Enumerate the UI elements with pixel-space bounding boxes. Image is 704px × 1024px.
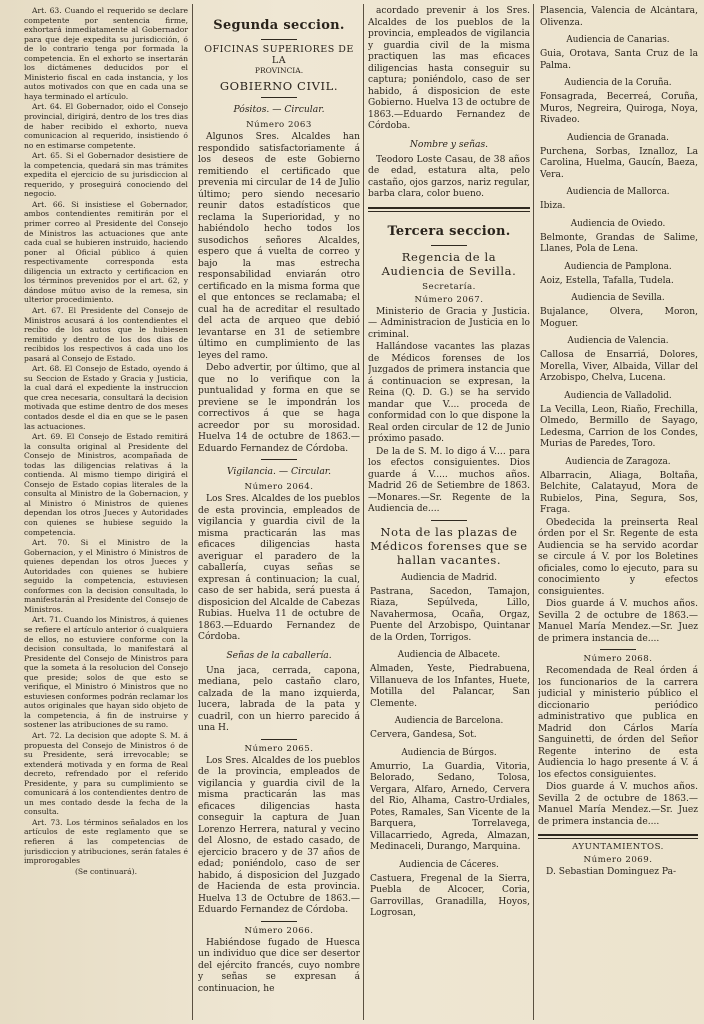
- article-63: Art. 63. Cuando el requerido se declare competente por sentencia firme, exhortará inmediatamente al Gobernador para que deje expedita su jurisdicción, ó de lo contrario tenga por formada la competencia. En el exhorto se insertarán los dictámenes deducidos por el Ministerio fiscal en cada instancia, y los autos motivados con que en cada una se haya terminado el artículo.: [24, 6, 188, 101]
- column-rule: [363, 4, 364, 1020]
- sevilla-list: Bujalance, Olvera, Moron, Moguer.: [540, 307, 698, 329]
- article-67: Art. 67. El Presidente del Consejo de Ministros acusará á los contendientes el recibo de los autos que le hubiesen remitido y dentro de los dos dias de recibidos los respectivos á cada uno los pasará al Consejo de Estado.: [24, 305, 188, 363]
- article-72: Art. 72. La decision que adopte S. M. á propuesta del Consejo de Ministros ó de su Presidente, será irrevocable; se extenderá motivada y en forma de Real decreto, refrendado por el referido Presidente, y para su cumplimiento se comunicará á los contendientes dentro de un mes contado desde la fecha de la consulta.: [24, 731, 188, 817]
- notice-2066-text: Habiéndose fugado de Huesca un individuo que dice ser desertor del ejército francés, cuyo nombre y señas se expresan á continuacion, he: [198, 937, 360, 994]
- article-70: Art. 70. Si el Ministro de la Gobernacion, y el Ministro ó Ministros de quienes dependan los otros Jueces y Autoridades con quienes se hubiere seguido la competencia, estuviesen conformes con la decision consultada, lo manifestarán al Presidente del Consejo de Ministros.: [24, 538, 188, 614]
- notice-number: Número 2063: [246, 120, 312, 130]
- notice-number: Número 2065.: [244, 743, 314, 754]
- notice-2064-text: Los Sres. Alcaldes de los pueblos de esta provincia, empleados de vigilancia y guardia civil de la misma practicarán las mas eficaces diligencias hasta averiguar el paradero de la caballería, cuyas señas se expresan á continuacion; la cual, caso de ser habida, será puesta á disposicion del Alcalde de Cabezas Rubias. Huelva 11 de octubre de 1863.—Eduardo Fernandez de Córdoba.: [198, 494, 360, 642]
- article-73: Art. 73. Los términos señalados en los artículos de este reglamento que se refieren á las competencias de jurisdiccion y atribuciones, serán fatales é improrogables: [24, 817, 188, 866]
- madrid-list: Pastrana, Sacedon, Tamajon, Riaza, Sepúlveda, Lillo, Navahermosa, Ocaña, Orgaz, Puente del Arzobispo, Quintanar de la Orden, Torrigos.: [370, 586, 530, 643]
- vigilancia-heading: Vigilancia. — Circular.: [226, 466, 332, 477]
- government-heading: GOBIERNO CIVIL.: [219, 79, 339, 93]
- audiencia-pamplona: Audiencia de Pamplona.: [564, 261, 672, 272]
- notice-number: Número 2069.: [583, 855, 653, 865]
- divider: [261, 97, 297, 98]
- caceres-list-cont: Plasencia, Valencia de Alcántara, Olivenza.: [540, 6, 698, 28]
- audiencia-sevilla: Audiencia de Sevilla.: [571, 293, 665, 303]
- section-title: Tercera seccion.: [387, 223, 511, 239]
- notice-2069-text: D. Sebastian Dominguez Pa-: [546, 867, 677, 877]
- column-2: [198, 6, 360, 1020]
- column-1: [24, 6, 188, 1020]
- column-3: [368, 6, 530, 1020]
- audiencia-zaragoza: Audiencia de Zaragoza.: [565, 456, 671, 467]
- column-rule: [533, 4, 534, 1020]
- article-64: Art. 64. El Gobernador, oido el Consejo provincial, dirigirá, dentro de los tres dias de haber recibido el exhorto, nueva comunicacion al requerido, insistiendo ó no en estimarse competente.: [24, 102, 188, 150]
- audiencia-canarias: Audiencia de Canarias.: [566, 35, 670, 45]
- audiencia-burgos: Audiencia de Búrgos.: [401, 747, 497, 758]
- dios-guarde-1: Dios guarde á V. muchos años. Sevilla 2 de octubre de 1863.—Manuel María Mendez.—Sr. Juez de primera instancia de....: [538, 599, 698, 644]
- article-71: Art. 71. Cuando los Ministros, á quienes se refiere el artículo anterior ó cualquiera de ellos, no estuviere conforme con la decision consultada, lo manifestará al Presidente del Consejo de Ministros para que la someta á la resolucion del Consejo que preside; solos de que esto se verifique, el Ministro ó Ministros que no estuviesen conformes podrán reclamar los autos originales que hayan sido objeto de la competencia, á fin de instruirse y sostener las atribuciones de su ramo.: [24, 615, 188, 730]
- province-heading: PROVINCIA.: [254, 66, 304, 75]
- notice-number: Número 2066.: [244, 925, 314, 936]
- audiencia-madrid: Audiencia de Madrid.: [400, 572, 498, 583]
- divider: [431, 245, 467, 246]
- section-rule: [368, 207, 530, 212]
- audiencia-barcelona: Audiencia de Barcelona.: [394, 716, 504, 726]
- mallorca-list: Ibiza.: [540, 201, 566, 211]
- valladolid-list: La Vecilla, Leon, Riaño, Frechilla, Olmedo, Bermillo de Sayago, Ledesma, Carrion de los Condes, Murias de Paredes, Toro.: [540, 404, 698, 449]
- notice-number: Número 2068.: [583, 654, 653, 664]
- ministerio-text: Ministerio de Gracia y Justicia. — Administracion de Justicia en lo criminal.: [368, 306, 530, 340]
- article-68: Art. 68. El Consejo de Estado, oyendo á su Seccion de Estado y Gracia y Justicia, la cual dará el expediente la instruccion que crea necesaria, consultará la decision motivada que estime dentro de dos meses contados desde el dia en que se le pasen las actuaciones.: [24, 364, 188, 431]
- divider: [261, 39, 297, 40]
- pamplona-list: Aoiz, Estella, Tafalla, Tudela.: [540, 275, 674, 286]
- divider: [261, 459, 297, 460]
- audiencia-caceres: Audiencia de Cáceres.: [399, 859, 499, 870]
- secretaria-heading: Secretaría.: [422, 281, 476, 292]
- nota-heading: Nota de las plazas de Médicos forenses que se hallan vacantes.: [370, 524, 528, 567]
- oviedo-list: Belmonte, Grandas de Salime, Llanes, Pola de Lena.: [540, 232, 698, 254]
- audiencia-valladolid: Audiencia de Valladolid.: [564, 390, 672, 401]
- divider: [431, 520, 467, 521]
- burgos-list: Amurrio, La Guardia, Vitoria, Belorado, Sedano, Tolosa, Vergara, Alfaro, Arnedo, Cervera del Rio, Alhama, Castro-Urdiales, Potes, Ramales, San Vicente de la Barquera, Torrelavega, Villacarriedo, Agreda, Almazan, Medinaceli, Durango, Marquina.: [370, 761, 530, 852]
- article-66: Art. 66. Si insistiese el Gobernador, ambos contendientes remitirán por el primer correo al Presidente del Consejo de Ministros las actuaciones que ante cada cual se hubieren instruido, haciendo poner al Oficial público á quien respectivamente corresponda esta diligencia un extracto y certificacion en los términos prevenidos por el art. 62, y dándose mútuo aviso de la remesa, sin ulterior procedimiento.: [24, 199, 188, 305]
- coruna-list: Fonsagrada, Becerreá, Coruña, Muros, Negreira, Quiroga, Noya, Rivadeo.: [540, 92, 698, 125]
- divider: [261, 921, 297, 922]
- offices-heading: OFICINAS SUPERIORES DE LA: [204, 44, 354, 66]
- regencia-heading: Regencia de la Audiencia de Sevilla.: [381, 249, 517, 278]
- column-rule: [192, 4, 193, 1020]
- article-69: Art. 69. El Consejo de Estado remitirá la consulta original al Presidente del Consejo de Ministros, acompañada de todas las diligencias relativas á la contienda. Al mismo tiempo dirigirá el Consejo de Estado copias literales de la consulta al Ministro de la Gobernacion, y al Ministro ó Ministros de quienes dependan los otros Jueces y Autoridades con quienes se hubiese seguido la competencia.: [24, 432, 188, 537]
- caceres-list: Castuera, Fregenal de la Sierra, Puebla de Alcocer, Coria, Garrovillas, Granadilla, Hoyos, Logrosan,: [370, 873, 530, 918]
- notice-2066-cont: acordado prevenir á los Sres. Alcaldes de los pueblos de la provincia, empleados de vigilancia y guardia civil de la misma practiquen las mas eficaces diligencias hasta conseguir su captura; poniéndolo, caso de ser habido, á disposicion de este Gobierno. Huelva 13 de octubre de 1863.—Eduardo Fernandez de Córdoba.: [368, 6, 530, 131]
- audiencia-granada: Audiencia de Granada.: [567, 132, 669, 143]
- divider: [600, 649, 636, 650]
- notice-2065-text: Los Sres. Alcaldes de los pueblos de la provincia, empleados de vigilancia y guardia civil de la misma practicarán las mas eficaces diligencias hasta conseguir la captura de Juan Lorenzo Herrera, natural y vecino del Alosno, de estado casado, de ejercicio bracero y de 37 años de edad; poniéndolo, caso de ser habido, á disposicion del Juzgado de Hacienda de esta provincia. Huelva 13 de Octubre de 1863.—Eduardo Fernandez de Córdoba.: [198, 755, 360, 915]
- dios-guarde-2: Dios guarde á V. muchos años. Sevilla 2 de octubre de 1863.—Manuel María Mendez.—Sr. Juez de primera instancia de....: [538, 782, 698, 827]
- ayuntamientos-heading: AYUNTAMIENTOS.: [572, 842, 664, 852]
- section-rule: [538, 834, 698, 839]
- barcelona-list: Cervera, Gandesa, Sot.: [370, 730, 477, 740]
- article-65: Art. 65. Si el Gobernador desistiere de la competencia, quedará sin mas trámites expedita el ejercicio de su jurisdiccion al requerido, y proseguirá conociendo del negocio.: [24, 151, 188, 199]
- notice-2063-text-2: Debo advertir, por último, que al que no lo verifique con la puntualidad y forma en que se previene se le impondrán los correctivos á que se haga acreedor por su morosidad. Huelva 14 de octubre de 1863.—Eduardo Fernandez de Córdoba.: [198, 363, 360, 454]
- audiencia-mallorca: Audiencia de Mallorca.: [566, 187, 670, 197]
- senas-heading: Señas de la caballería.: [226, 649, 332, 661]
- canarias-list: Guia, Orotava, Santa Cruz de la Palma.: [540, 49, 698, 71]
- nombre-heading: Nombre y señas.: [409, 138, 489, 150]
- notice-number: Número 2064.: [244, 482, 314, 492]
- continued-note: (Se continuará).: [74, 866, 138, 876]
- audiencia-valencia: Audiencia de Valencia.: [567, 336, 669, 346]
- notice-number: Número 2067.: [414, 294, 484, 305]
- section-title: Segunda seccion.: [213, 18, 345, 33]
- notice-2068-text: Recomendada de Real órden á los funcionarios de la carrera judicial y ministerio público el diccionario periódico administrativo que publica en Madrid don Cárlos María Sanguinetti, de órden del Señor Regente interino de esta Audiencia lo hago presente á V. á los efectos consiguientes.: [538, 666, 698, 780]
- senas-text: Una jaca, cerrada, capona, mediana, pelo castaño claro, calzada de la mano izquierda, lucera, labrada de la pata y cuadril, con un hierro parecido á una H.: [198, 665, 360, 733]
- positos-heading: Pósitos. — Circular.: [233, 104, 325, 115]
- audiencia-coruna: Audiencia de la Coruña.: [564, 78, 672, 88]
- notice-2067-text: Hallándose vacantes las plazas de Médicos forenses de los Juzgados de primera instancia que á continuacion se expresan, la Reina (Q. D. G.) se ha servido mandar que V.... proceda de conformidad con lo que dispone la Real orden circular de 12 de Junio próximo pasado.: [368, 342, 530, 444]
- audiencia-oviedo: Audiencia de Oviedo.: [570, 218, 666, 229]
- zaragoza-list: Albarracin, Aliaga, Boltaña, Belchite, Calatayud, Mora de Rubielos, Pina, Segura, Sos, Fraga.: [540, 470, 698, 515]
- albacete-list: Almaden, Yeste, Piedrabuena, Villanueva de los Infantes, Huete, Motilla del Palancar, San Clemente.: [370, 664, 530, 709]
- column-4: [538, 6, 698, 1020]
- notice-2063-text: Algunos Sres. Alcaldes han respondido satisfactoriamente á los deseos de este Gobierno remitiendo el certificado que prevenia mi circular de 14 de Julio último; pero siendo necesario reunir datos estadísticos que reclama la Superioridad, y no habiéndolo hecho todos los susodichos señores Alcaldes, espero que á vuelta de correo y bajo la mas estrecha responsabilidad enviarán otro certificado en la misma forma que el que entonces se reclamaba; el cual ha de acreditar el resultado del acta de arqueo que debió levantarse en 31 de setiembre último en cumplimiento de las leyes del ramo.: [198, 132, 360, 361]
- audiencia-albacete: Audiencia de Albacete.: [397, 650, 501, 660]
- notice-2067-text-2: De la de S. M. lo digo á V.... para los efectos consiguientes. Dios guarde á V..... muchos años. Madrid 26 de Setiembre de 1863.—Monares.—Sr. Regente de la Audiencia de....: [368, 446, 530, 514]
- granada-list: Purchena, Sorbas, Iznalloz, La Carolina, Huelma, Gaucín, Baeza, Vera.: [540, 146, 698, 180]
- divider: [261, 739, 297, 740]
- valencia-list: Callosa de Ensarriá, Dolores, Morella, Viver, Albaida, Villar del Arzobispo, Chelva, Lucena.: [540, 350, 698, 383]
- nombre-text: Teodoro Loste Casau, de 38 años de edad, estatura alta, pelo castaño, ojos garzos, nariz regular, barba clara, color bueno.: [368, 154, 530, 199]
- obedecida-text: Obedecida la preinserta Real órden por el Sr. Regente de esta Audiencia se ha servido acordar se circule á V. por los Boletines oficiales, como lo ejecuto, para su conocimiento y efectos consiguientes.: [538, 517, 698, 597]
